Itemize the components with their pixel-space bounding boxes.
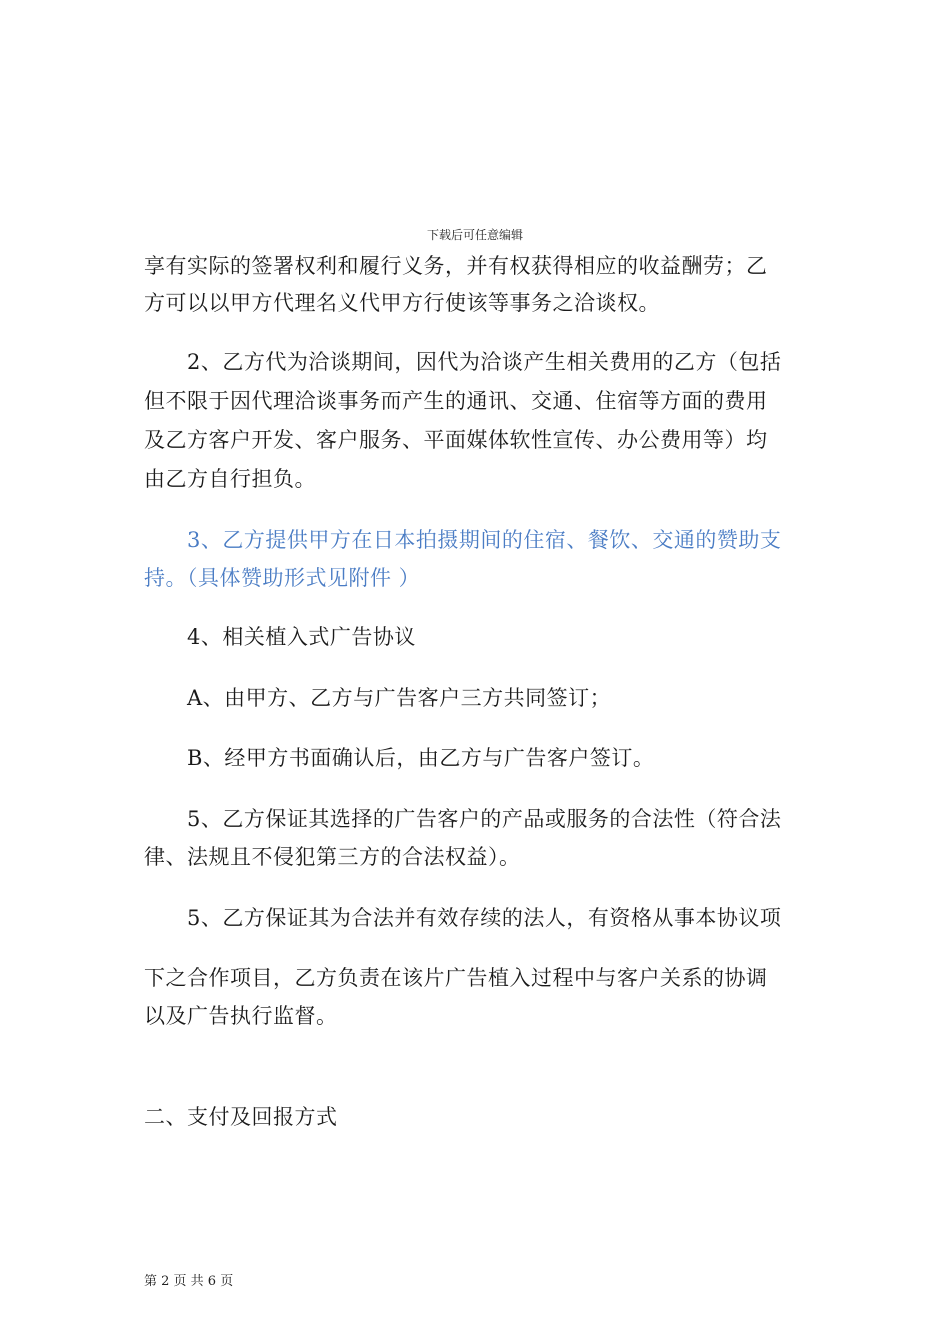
paragraph-line: 由乙方自行担负。 xyxy=(144,467,316,491)
section-heading: 二、支付及回报方式 xyxy=(144,1105,338,1129)
highlighted-paragraph-line: 持。（具体赞助形式见附件 ） xyxy=(144,566,421,590)
paragraph-line: 但不限于因代理洽谈事务而产生的通讯、交通、住宿等方面的费用 xyxy=(144,389,768,413)
paragraph-line: 5、乙方保证其选择的广告客户的产品或服务的合法性（符合法 xyxy=(187,807,782,831)
paragraph-line: 4、相关植入式广告协议 xyxy=(187,625,416,649)
paragraph-line: A、由甲方、乙方与广告客户三方共同签订； xyxy=(187,686,612,710)
paragraph-line: 方可以以甲方代理名义代甲方行使该等事务之洽谈权。 xyxy=(144,291,660,315)
header-note: 下载后可任意编辑 xyxy=(426,228,523,242)
paragraph-line: 5、乙方保证其为合法并有效存续的法人，有资格从事本协议项 xyxy=(187,906,782,930)
paragraph-line: B、经甲方书面确认后，由乙方与广告客户签订。 xyxy=(187,746,655,770)
paragraph-line: 律、法规且不侵犯第三方的合法权益）。 xyxy=(144,845,521,869)
page-number-footer: 第 2 页 共 6 页 xyxy=(144,1274,234,1289)
paragraph-line: 享有实际的签署权利和履行义务，并有权获得相应的收益酬劳；乙 xyxy=(144,254,768,278)
paragraph-line: 下之合作项目，乙方负责在该片广告植入过程中与客户关系的协调 xyxy=(144,966,768,990)
paragraph-line: 2、乙方代为洽谈期间，因代为洽谈产生相关费用的乙方（包括 xyxy=(187,350,782,374)
paragraph-line: 以及广告执行监督。 xyxy=(144,1004,338,1028)
highlighted-paragraph-line: 3、乙方提供甲方在日本拍摄期间的住宿、餐饮、交通的赞助支 xyxy=(187,528,782,552)
paragraph-line: 及乙方客户开发、客户服务、平面媒体软性宣传、办公费用等）均 xyxy=(144,428,768,452)
